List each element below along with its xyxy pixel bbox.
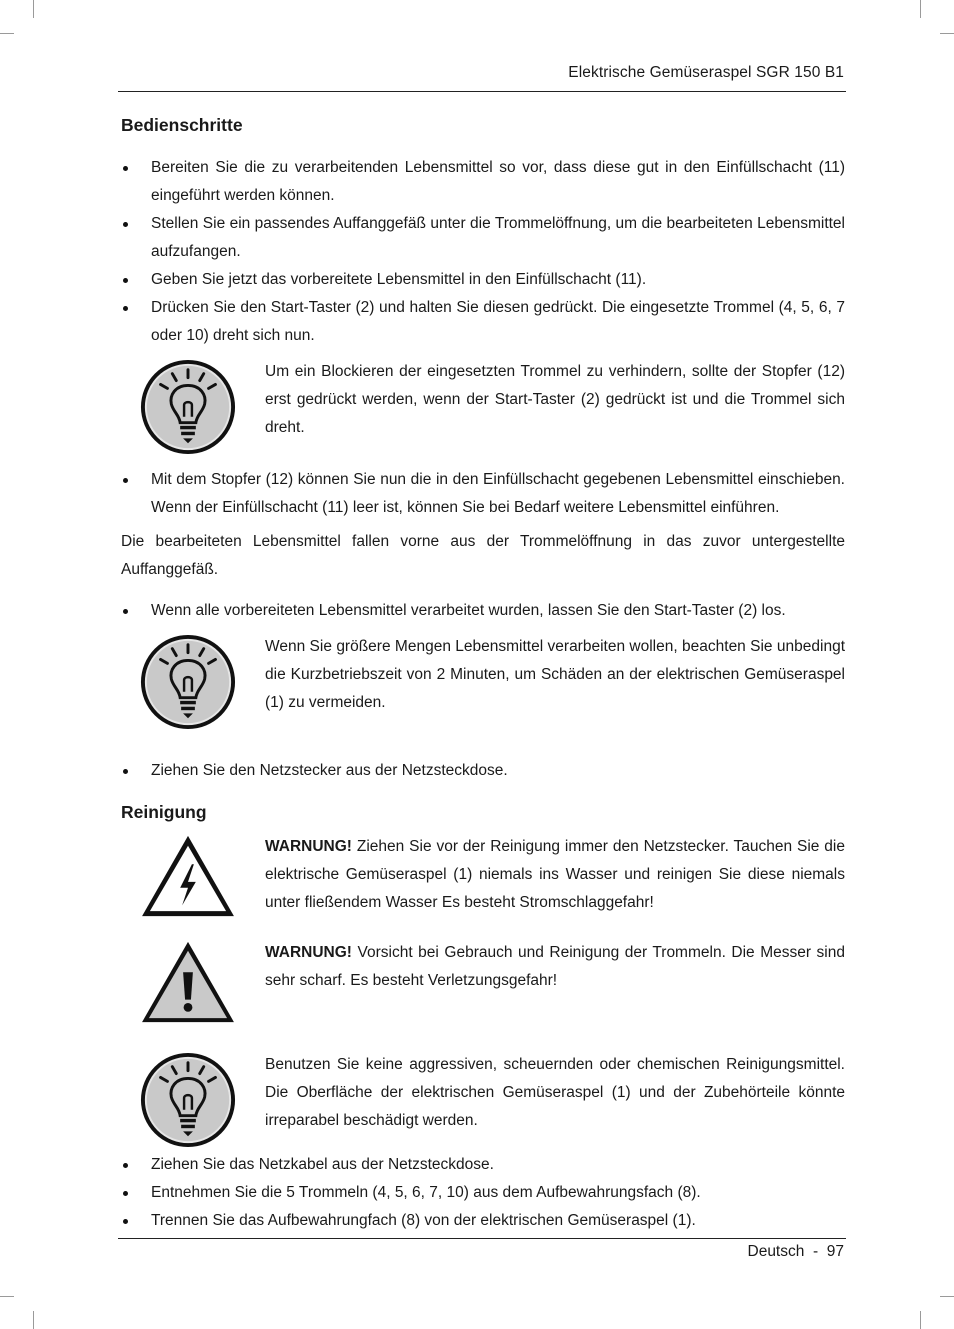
warning-label: WARNUNG!	[265, 944, 352, 961]
bullet-list	[121, 466, 845, 522]
warning-note	[121, 833, 845, 919]
tip-note	[121, 358, 845, 456]
section-heading-bedienschritte: Bedienschritte	[121, 115, 243, 135]
list-item: Wenn alle vorbereiteten Lebensmittel verarbeitet wurden, lassen Sie den Start-Taster (2) los.	[121, 597, 845, 625]
list-item: Drücken Sie den Start-Taster (2) und halten Sie diesen gedrückt. Die eingesetzte Trommel (4, 5, 6, 7 oder 10) dreht sich nun.	[121, 294, 845, 350]
bullet-list	[121, 757, 845, 785]
list-item: Ziehen Sie den Netzstecker aus der Netzsteckdose.	[121, 757, 845, 785]
crop-mark	[33, 1311, 34, 1329]
bullet-list	[121, 597, 845, 625]
list-item: Geben Sie jetzt das vorbereitete Lebensmittel in den Einfüllschacht (11).	[121, 266, 845, 294]
page-number: Deutsch - 97	[747, 1243, 844, 1260]
crop-mark	[920, 0, 921, 18]
crop-mark	[940, 1296, 954, 1297]
warning-text: Vorsicht bei Gebrauch und Reinigung der Trommeln. Die Messer sind sehr scharf. Es besteht Verletzungsgefahr!	[265, 944, 845, 989]
crop-mark	[0, 1296, 14, 1297]
footer-rule	[118, 1238, 846, 1239]
crop-mark	[920, 1311, 921, 1329]
running-header: Elektrische Gemüseraspel SGR 150 B1	[568, 64, 844, 81]
list-item: Ziehen Sie das Netzkabel aus der Netzsteckdose.	[121, 1151, 845, 1179]
warning-text: Ziehen Sie vor der Reinigung immer den Netzstecker. Tauchen Sie die elektrische Gemüseraspel (1) niemals ins Wasser und reinigen Sie diese niemals unter fließendem Wasser Es besteht Stromschlaggefahr!	[265, 838, 845, 911]
list-item: Bereiten Sie die zu verarbeitenden Lebensmittel so vor, dass diese gut in den Einfüllschacht (11) eingeführt werden können.	[121, 154, 845, 210]
list-item: Entnehmen Sie die 5 Trommeln (4, 5, 6, 7, 10) aus dem Aufbewahrungsfach (8).	[121, 1179, 845, 1207]
bullet-list	[121, 1151, 845, 1235]
warning-label: WARNUNG!	[265, 838, 352, 855]
warning-note	[121, 939, 845, 1025]
warning-exclamation-icon	[139, 939, 237, 1025]
page-content	[121, 112, 845, 1235]
bullet-list	[121, 154, 845, 350]
tip-note	[121, 1051, 845, 1149]
tip-text: Wenn Sie größere Mengen Lebensmittel verarbeiten wollen, beachten Sie unbedingt die Kurzbetriebszeit von 2 Minuten, um Schäden an der elektrischen Gemüseraspel (1) zu vermeiden.	[265, 638, 845, 711]
tip-text: Benutzen Sie keine aggressiven, scheuernden oder chemischen Reinigungsmittel. Die Oberfläche der elektrischen Gemüseraspel (1) und der Zubehörteile könnte irreparabel beschädigt werden.	[265, 1056, 845, 1129]
electric-hazard-icon	[139, 833, 237, 919]
lightbulb-icon	[139, 358, 237, 456]
tip-text: Um ein Blockieren der eingesetzten Trommel zu verhindern, sollte der Stopfer (12) erst gedrückt werden, wenn der Start-Taster (2) gedrückt ist und die Trommel sich dreht.	[265, 363, 845, 436]
list-item: Mit dem Stopfer (12) können Sie nun die in den Einfüllschacht gegebenen Lebensmittel einschieben. Wenn der Einfüllschacht (11) leer ist, können Sie bei Bedarf weitere Lebensmittel einführen.	[121, 466, 845, 522]
crop-mark	[33, 0, 34, 18]
crop-mark	[0, 33, 14, 34]
crop-mark	[940, 33, 954, 34]
lightbulb-icon	[139, 1051, 237, 1149]
header-rule	[118, 91, 846, 92]
body-paragraph: Die bearbeiteten Lebensmittel fallen vorne aus der Trommelöffnung in das zuvor untergestellte Auffanggefäß.	[121, 533, 845, 578]
list-item: Stellen Sie ein passendes Auffanggefäß unter die Trommelöffnung, um die bearbeiteten Lebensmittel aufzufangen.	[121, 210, 845, 266]
lightbulb-icon	[139, 633, 237, 731]
list-item: Trennen Sie das Aufbewahrungfach (8) von der elektrischen Gemüseraspel (1).	[121, 1207, 845, 1235]
section-heading-reinigung: Reinigung	[121, 802, 207, 822]
tip-note	[121, 633, 845, 731]
